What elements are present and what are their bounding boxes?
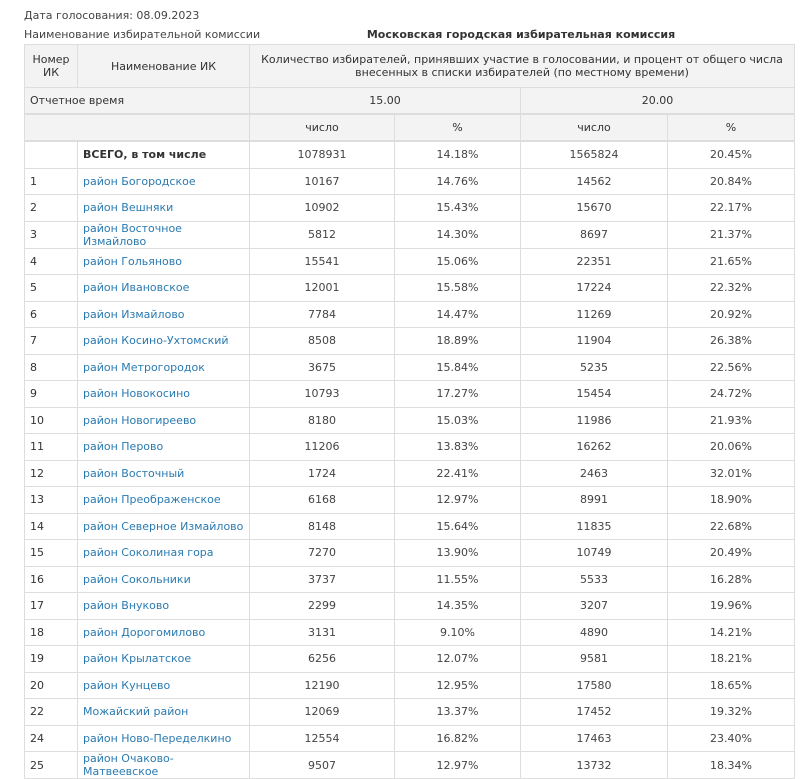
time-15: 15.00	[250, 88, 521, 115]
table-row	[25, 301, 795, 328]
count-20: 9581	[521, 646, 668, 673]
ik-number: 9	[25, 381, 78, 408]
ik-name-link[interactable]: район Новогиреево	[83, 413, 197, 427]
ik-name-link[interactable]: район Соколиная гора	[83, 546, 214, 560]
count-20: 5533	[521, 566, 668, 593]
count-15: 8508	[250, 328, 395, 355]
ik-number: 4	[25, 248, 78, 275]
count-15: 7784	[250, 301, 395, 328]
count-15: 8148	[250, 513, 395, 540]
pct-20: 18.21%	[668, 646, 795, 673]
ik-number: 18	[25, 619, 78, 646]
subheader-row	[25, 114, 795, 141]
ik-name-cell	[78, 460, 250, 487]
ik-name-cell	[78, 566, 250, 593]
count-15: 6256	[250, 646, 395, 673]
col-header-number: Номер ИК	[25, 45, 78, 88]
ik-number: 25	[25, 752, 78, 779]
ik-name-cell	[78, 646, 250, 673]
total-count-15: 1078931	[250, 141, 395, 168]
ik-number: 1	[25, 168, 78, 195]
commission-name-value: Московская городская избирательная комиссия	[366, 28, 676, 41]
pct-20: 14.21%	[668, 619, 795, 646]
table-row	[25, 168, 795, 195]
table-row	[25, 354, 795, 381]
ik-number: 8	[25, 354, 78, 381]
pct-20: 21.93%	[668, 407, 795, 434]
subheader-pct-15: %	[395, 114, 521, 141]
pct-15: 12.97%	[395, 487, 521, 514]
pct-20: 16.28%	[668, 566, 795, 593]
count-15: 8180	[250, 407, 395, 434]
pct-20: 21.37%	[668, 221, 795, 248]
pct-15: 15.06%	[395, 248, 521, 275]
ik-name-link[interactable]: район Кунцево	[83, 678, 171, 692]
ik-name-link[interactable]: район Северное Измайлово	[83, 519, 244, 533]
ik-name-cell	[78, 195, 250, 222]
count-20: 16262	[521, 434, 668, 461]
ik-number: 22	[25, 699, 78, 726]
ik-number: 15	[25, 540, 78, 567]
pct-15: 18.89%	[395, 328, 521, 355]
ik-number: 24	[25, 725, 78, 752]
count-15: 3131	[250, 619, 395, 646]
ik-name-link[interactable]: район Восточное Измайлово	[83, 221, 182, 248]
count-15: 3675	[250, 354, 395, 381]
pct-20: 21.65%	[668, 248, 795, 275]
pct-20: 20.06%	[668, 434, 795, 461]
ik-number: 10	[25, 407, 78, 434]
pct-15: 15.03%	[395, 407, 521, 434]
total-number	[25, 141, 78, 168]
pct-20: 18.65%	[668, 672, 795, 699]
pct-15: 17.27%	[395, 381, 521, 408]
table-row	[25, 460, 795, 487]
ik-name-link[interactable]: район Крылатское	[83, 652, 192, 666]
table-header-row	[25, 45, 795, 88]
total-name: ВСЕГО, в том числе	[78, 141, 250, 168]
count-15: 1724	[250, 460, 395, 487]
total-row	[25, 141, 795, 168]
pct-20: 22.17%	[668, 195, 795, 222]
pct-15: 13.83%	[395, 434, 521, 461]
table-row	[25, 540, 795, 567]
table-row	[25, 275, 795, 302]
pct-20: 19.32%	[668, 699, 795, 726]
pct-15: 15.58%	[395, 275, 521, 302]
ik-name-link[interactable]: район Восточный	[83, 466, 185, 480]
count-20: 11269	[521, 301, 668, 328]
count-20: 5235	[521, 354, 668, 381]
ik-number: 5	[25, 275, 78, 302]
subheader-pct-20: %	[668, 114, 795, 141]
count-20: 4890	[521, 619, 668, 646]
ik-number: 2	[25, 195, 78, 222]
pct-15: 15.64%	[395, 513, 521, 540]
commission-name-label: Наименование избирательной комиссии	[24, 28, 261, 41]
ik-name-cell	[78, 434, 250, 461]
ik-name-link[interactable]: район Новокосино	[83, 387, 190, 401]
pct-20: 19.96%	[668, 593, 795, 620]
count-15: 9507	[250, 752, 395, 779]
count-15: 11206	[250, 434, 395, 461]
count-20: 17580	[521, 672, 668, 699]
count-15: 10793	[250, 381, 395, 408]
ik-name-link[interactable]: Можайский район	[83, 705, 189, 719]
ik-name-cell	[78, 593, 250, 620]
table-row	[25, 195, 795, 222]
table-row	[25, 221, 795, 248]
pct-20: 18.90%	[668, 487, 795, 514]
ik-name-link[interactable]: район Сокольники	[83, 572, 191, 586]
ik-name-cell	[78, 301, 250, 328]
ik-number: 7	[25, 328, 78, 355]
pct-15: 13.37%	[395, 699, 521, 726]
count-15: 10167	[250, 168, 395, 195]
pct-15: 16.82%	[395, 725, 521, 752]
ik-number: 3	[25, 221, 78, 248]
ik-name-link[interactable]: район Очаково-Матвеевское	[83, 752, 174, 778]
ik-number: 11	[25, 434, 78, 461]
count-15: 2299	[250, 593, 395, 620]
ik-name-cell	[78, 275, 250, 302]
ik-name-cell	[78, 672, 250, 699]
table-row	[25, 381, 795, 408]
ik-number: 20	[25, 672, 78, 699]
ik-name-link[interactable]: район Дорогомилово	[83, 625, 206, 639]
pct-15: 22.41%	[395, 460, 521, 487]
count-20: 15670	[521, 195, 668, 222]
ik-name-link[interactable]: район Ново-Переделкино	[83, 731, 232, 745]
ik-name-link[interactable]: район Гольяново	[83, 254, 182, 268]
pct-15: 14.30%	[395, 221, 521, 248]
table-row	[25, 646, 795, 673]
ik-number: 19	[25, 646, 78, 673]
count-20: 17463	[521, 725, 668, 752]
table-row	[25, 328, 795, 355]
ik-name-cell	[78, 407, 250, 434]
count-20: 22351	[521, 248, 668, 275]
pct-15: 14.35%	[395, 593, 521, 620]
count-20: 14562	[521, 168, 668, 195]
table-row	[25, 513, 795, 540]
ik-name-link[interactable]: район Богородское	[83, 174, 196, 188]
voting-date: Дата голосования: 08.09.2023	[24, 9, 200, 22]
count-20: 8697	[521, 221, 668, 248]
subheader-count-15: число	[250, 114, 395, 141]
ik-name-cell	[78, 725, 250, 752]
table-row	[25, 752, 795, 779]
ik-name-cell	[78, 168, 250, 195]
count-15: 12069	[250, 699, 395, 726]
count-20: 15454	[521, 381, 668, 408]
turnout-table	[24, 44, 795, 779]
ik-name-link[interactable]: район Ивановское	[83, 281, 190, 295]
ik-name-cell	[78, 513, 250, 540]
count-20: 2463	[521, 460, 668, 487]
ik-name-cell	[78, 540, 250, 567]
pct-20: 20.92%	[668, 301, 795, 328]
ik-name-link[interactable]: район Преображенское	[83, 493, 221, 507]
ik-name-cell	[78, 328, 250, 355]
count-20: 11986	[521, 407, 668, 434]
count-20: 13732	[521, 752, 668, 779]
pct-20: 18.34%	[668, 752, 795, 779]
ik-number: 17	[25, 593, 78, 620]
count-20: 8991	[521, 487, 668, 514]
ik-name-cell	[78, 752, 250, 779]
ik-number: 12	[25, 460, 78, 487]
count-15: 10902	[250, 195, 395, 222]
total-pct-15: 14.18%	[395, 141, 521, 168]
table-row	[25, 248, 795, 275]
ik-name-link[interactable]: район Перово	[83, 440, 164, 454]
ik-name-cell	[78, 248, 250, 275]
table-row	[25, 407, 795, 434]
pct-15: 9.10%	[395, 619, 521, 646]
table-row	[25, 566, 795, 593]
table-row	[25, 725, 795, 752]
pct-20: 24.72%	[668, 381, 795, 408]
report-time-row	[25, 88, 795, 115]
pct-15: 15.43%	[395, 195, 521, 222]
count-20: 10749	[521, 540, 668, 567]
ik-name-cell	[78, 619, 250, 646]
pct-20: 23.40%	[668, 725, 795, 752]
count-15: 3737	[250, 566, 395, 593]
ik-number: 16	[25, 566, 78, 593]
pct-15: 15.84%	[395, 354, 521, 381]
count-15: 12001	[250, 275, 395, 302]
total-count-20: 1565824	[521, 141, 668, 168]
table-row	[25, 434, 795, 461]
count-15: 12554	[250, 725, 395, 752]
ik-name-link[interactable]: район Метрогородок	[83, 360, 205, 374]
pct-15: 12.95%	[395, 672, 521, 699]
count-15: 5812	[250, 221, 395, 248]
table-row	[25, 487, 795, 514]
ik-name-link[interactable]: район Внуково	[83, 599, 170, 613]
ik-name-cell	[78, 354, 250, 381]
ik-number: 14	[25, 513, 78, 540]
table-row	[25, 619, 795, 646]
ik-number: 6	[25, 301, 78, 328]
count-20: 17452	[521, 699, 668, 726]
table-row	[25, 593, 795, 620]
count-15: 7270	[250, 540, 395, 567]
count-20: 17224	[521, 275, 668, 302]
col-header-turnout: Количество избирателей, принявших участие в голосовании, и процент от общего числа внесенных в списки избирателей (по местному времени)	[250, 45, 795, 88]
subheader-count-20: число	[521, 114, 668, 141]
pct-20: 22.56%	[668, 354, 795, 381]
pct-15: 11.55%	[395, 566, 521, 593]
count-20: 3207	[521, 593, 668, 620]
pct-20: 22.32%	[668, 275, 795, 302]
ik-name-cell	[78, 699, 250, 726]
count-15: 6168	[250, 487, 395, 514]
ik-name-cell	[78, 381, 250, 408]
pct-20: 26.38%	[668, 328, 795, 355]
total-pct-20: 20.45%	[668, 141, 795, 168]
pct-15: 12.07%	[395, 646, 521, 673]
count-20: 11835	[521, 513, 668, 540]
table-row	[25, 699, 795, 726]
count-15: 12190	[250, 672, 395, 699]
pct-15: 13.90%	[395, 540, 521, 567]
col-header-name: Наименование ИК	[78, 45, 250, 88]
ik-name-link[interactable]: район Косино-Ухтомский	[83, 334, 229, 348]
table-row	[25, 672, 795, 699]
pct-20: 20.84%	[668, 168, 795, 195]
ik-name-cell	[78, 487, 250, 514]
ik-name-link[interactable]: район Измайлово	[83, 307, 185, 321]
pct-20: 32.01%	[668, 460, 795, 487]
count-20: 11904	[521, 328, 668, 355]
pct-20: 20.49%	[668, 540, 795, 567]
ik-name-link[interactable]: район Вешняки	[83, 201, 174, 215]
pct-15: 14.76%	[395, 168, 521, 195]
report-time-label: Отчетное время	[25, 88, 250, 115]
pct-15: 12.97%	[395, 752, 521, 779]
ik-name-cell	[78, 221, 250, 248]
count-15: 15541	[250, 248, 395, 275]
time-20: 20.00	[521, 88, 795, 115]
pct-15: 14.47%	[395, 301, 521, 328]
ik-number: 13	[25, 487, 78, 514]
pct-20: 22.68%	[668, 513, 795, 540]
subheader-empty	[25, 114, 250, 141]
